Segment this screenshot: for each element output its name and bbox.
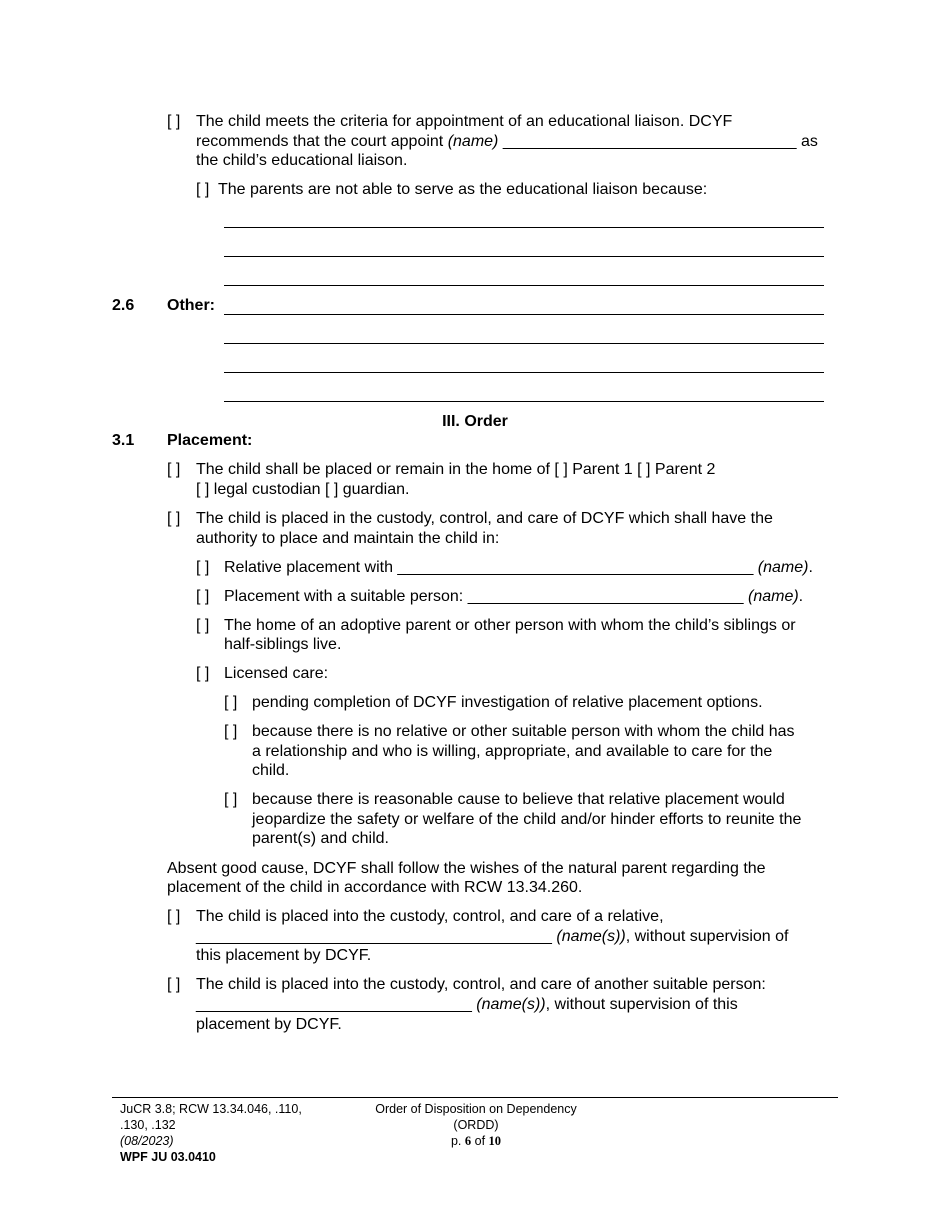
suitable-person-checkbox[interactable]: [ ] <box>196 588 210 605</box>
adoptive-home-line2: half-siblings live. <box>224 636 342 653</box>
footer-rules-line1: JuCR 3.8; RCW 13.34.046, .110, <box>120 1102 302 1116</box>
suitable-person-label: Placement with a suitable person: _______________________________ <box>224 588 748 605</box>
parents-unable-text: The parents are not able to serve as the educational liaison because: <box>218 181 708 198</box>
reason-blank-line-3[interactable] <box>224 285 824 286</box>
jeopardize-line1: because there is reasonable cause to believe that relative placement would <box>252 791 785 808</box>
suitable-period: . <box>798 588 804 605</box>
suitable-person-text <box>224 587 803 607</box>
other-blank-line-1[interactable] <box>224 314 824 315</box>
other-blank-line-3[interactable] <box>224 372 824 373</box>
suitable-custody-line3: placement by DCYF. <box>196 1016 342 1033</box>
dcyf-custody-line2: authority to place and maintain the child in: <box>196 530 500 547</box>
other-label: Other: <box>167 297 215 314</box>
relative-placement-checkbox[interactable]: [ ] <box>196 559 210 576</box>
relative-custody-checkbox[interactable]: [ ] <box>167 908 181 925</box>
other-blank-line-2[interactable] <box>224 343 824 344</box>
relative-period: . <box>808 559 813 576</box>
relative-placement-label: Relative placement with ________________________________________ <box>224 559 758 576</box>
liaison-name-blank[interactable]: _________________________________ <box>498 133 801 150</box>
dcyf-custody-checkbox[interactable]: [ ] <box>167 510 181 527</box>
home-checkbox[interactable]: [ ] <box>167 461 181 478</box>
relative-custody-name-label: (name(s)) <box>556 928 626 945</box>
liaison-name-label: (name) <box>447 133 499 150</box>
adoptive-home-checkbox[interactable]: [ ] <box>196 617 210 634</box>
suitable-name-label: (name) <box>747 588 799 605</box>
relative-custody-line2 <box>196 927 788 947</box>
footer-date: (08/2023) <box>120 1134 174 1148</box>
reason-blank-line-1[interactable] <box>224 227 824 228</box>
reason-blank-line-2[interactable] <box>224 256 824 257</box>
order-heading: III. Order <box>442 413 508 430</box>
liaison-checkbox[interactable]: [ ] <box>167 113 181 130</box>
relative-custody-line2-post: , without supervision of <box>625 928 789 945</box>
liaison-text-line2 <box>196 132 818 152</box>
suitable-custody-checkbox[interactable]: [ ] <box>167 976 181 993</box>
relative-custody-name-blank[interactable]: ________________________________________ <box>196 928 557 945</box>
suitable-custody-line1: The child is placed into the custody, control, and care of another suitable person: <box>196 976 766 993</box>
no-relative-line3: child. <box>252 762 290 779</box>
footer-page-of: of <box>471 1134 489 1148</box>
jeopardize-line2: jeopardize the safety or welfare of the child and/or hinder efforts to reunite the <box>252 811 802 828</box>
footer-rules-line2: .130, .132 <box>120 1118 176 1132</box>
no-relative-checkbox[interactable]: [ ] <box>224 723 238 740</box>
liaison-text-line1: The child meets the criteria for appointment of an educational liaison. DCYF <box>196 113 733 130</box>
footer-page-current: 6 <box>464 1134 472 1148</box>
home-text-line2: [ ] legal custodian [ ] guardian. <box>196 481 410 498</box>
suitable-custody-name-label: (name(s)) <box>476 996 546 1013</box>
pending-checkbox[interactable]: [ ] <box>224 694 238 711</box>
suitable-custody-line2-post: , without supervision of this <box>545 996 738 1013</box>
footer-title-line1: Order of Disposition on Dependency <box>375 1102 577 1116</box>
adoptive-home-line1: The home of an adoptive parent or other person with whom the child’s siblings or <box>224 617 796 634</box>
absent-good-cause-line1: Absent good cause, DCYF shall follow the wishes of the natural parent regarding the <box>167 860 766 877</box>
no-relative-line1: because there is no relative or other suitable person with whom the child has <box>252 723 795 740</box>
jeopardize-line3: parent(s) and child. <box>252 830 389 847</box>
placement-label: Placement: <box>167 432 253 449</box>
licensed-care-label: Licensed care: <box>224 665 329 682</box>
relative-name-label: (name) <box>757 559 809 576</box>
suitable-custody-line2 <box>196 995 738 1015</box>
relative-placement-text <box>224 558 813 578</box>
footer-divider <box>112 1097 838 1098</box>
home-text-line1: The child shall be placed or remain in the home of [ ] Parent 1 [ ] Parent 2 <box>196 461 716 478</box>
jeopardize-checkbox[interactable]: [ ] <box>224 791 238 808</box>
dcyf-custody-line1: The child is placed in the custody, control, and care of DCYF which shall have the <box>196 510 773 527</box>
footer-page-total: 10 <box>488 1134 502 1148</box>
licensed-care-checkbox[interactable]: [ ] <box>196 665 210 682</box>
liaison-line2-post: as <box>800 133 818 150</box>
relative-custody-line1: The child is placed into the custody, control, and care of a relative, <box>196 908 664 925</box>
suitable-custody-name-blank[interactable]: _______________________________ <box>196 996 477 1013</box>
liaison-line2-pre: recommends that the court appoint <box>196 133 448 150</box>
pending-text: pending completion of DCYF investigation of relative placement options. <box>252 694 763 711</box>
no-relative-line2: a relationship and who is willing, appropriate, and available to care for the <box>252 743 773 760</box>
footer-form-id: WPF JU 03.0410 <box>120 1150 216 1164</box>
parents-unable-checkbox[interactable]: [ ] <box>196 181 210 198</box>
absent-good-cause-line2: placement of the child in accordance with RCW 13.34.260. <box>167 879 583 896</box>
section-number-2-6: 2.6 <box>112 297 135 314</box>
relative-custody-line3: this placement by DCYF. <box>196 947 372 964</box>
liaison-text-line3: the child’s educational liaison. <box>196 152 408 169</box>
other-blank-line-4[interactable] <box>224 401 824 402</box>
footer-title-line2: (ORDD) <box>453 1118 499 1132</box>
section-number-3-1: 3.1 <box>112 432 135 449</box>
footer-page-prefix: p. <box>450 1134 465 1148</box>
footer-page-number <box>346 1133 606 1149</box>
